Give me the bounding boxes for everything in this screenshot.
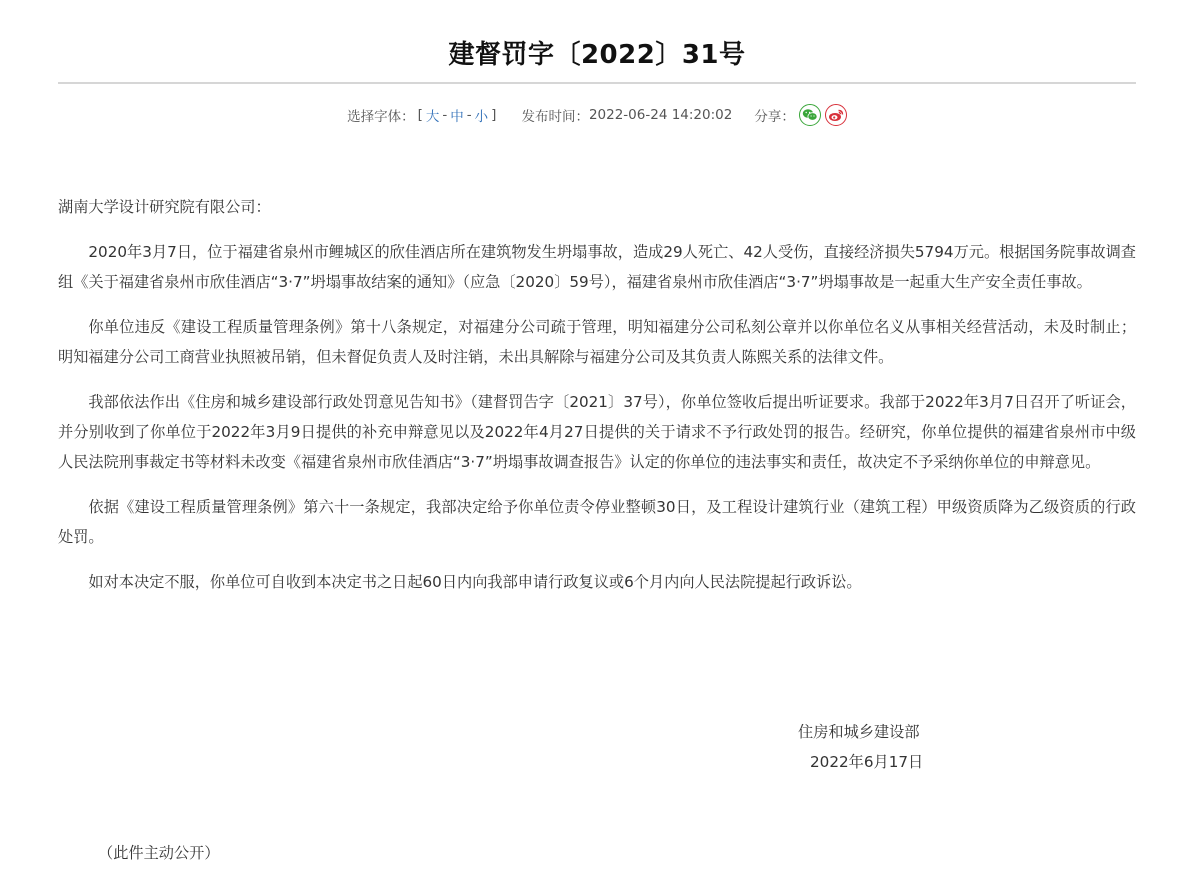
publish-time-label: 发布时间： — [521, 109, 589, 125]
wechat-icon[interactable] — [799, 104, 821, 126]
issue-date: 2022年6月17日 — [810, 753, 924, 771]
separator: - — [466, 107, 472, 123]
body-paragraph: 2020年3月7日，位于福建省泉州市鲤城区的欣佳酒店所在建筑物发生坍塌事故，造成29人死亡、42人受伤，直接经济损失5794万元。根据国务院事故调查组《关于福建省泉州市欣佳酒店“3·7”坍塌事故结案的通知》（应急〔2020〕59号），福建省泉州市欣佳酒店“3·7”坍塌事故是一起重大生产安全责任事故。 — [58, 243, 1136, 291]
disclosure-note: （此件主动公开） — [98, 844, 220, 862]
issuing-organization: 住房和城乡建设部 — [798, 723, 920, 741]
share-label: 分享： — [754, 109, 795, 125]
salutation: 湖南大学设计研究院有限公司： — [58, 198, 271, 216]
separator: - — [442, 107, 448, 123]
body-paragraph: 我部依法作出《住房和城乡建设部行政处罚意见告知书》（建督罚告字〔2021〕37号），你单位签收后提出听证要求。我部于2022年3月7日召开了听证会，并分别收到了你单位于2022年3月9日提供的补充申辩意见以及2022年4月27日提供的关于请求不予行政处罚的报告。经研究，你单位提供的福建省泉州市中级人民法院刑事裁定书等材料未改变《福建省泉州市欣佳酒店“3·7”坍塌事故调查报告》认定的你单位的违法事实和责任，故决定不予采纳你单位的申辩意见。 — [58, 393, 1136, 471]
page-title: 建督罚字〔2022〕31号 — [448, 40, 746, 71]
publish-info — [521, 105, 732, 125]
font-size-large-link[interactable]: 大 — [425, 109, 440, 125]
body-paragraph: 你单位违反《建设工程质量管理条例》第十八条规定，对福建分公司疏于管理，明知福建分公司私刻公章并以你单位名义从事相关经营活动，未及时制止；明知福建分公司工商营业执照被吊销，但未督促负责人及时注销，未出具解除与福建分公司及其负责人陈熙关系的法律文件。 — [58, 318, 1136, 366]
font-size-medium-link[interactable]: 中 — [450, 109, 464, 125]
bracket-close: ] — [491, 107, 497, 123]
document-body — [58, 192, 1136, 612]
font-size-label: 选择字体： — [347, 109, 415, 125]
title-divider — [58, 82, 1136, 84]
signature-block — [798, 717, 948, 777]
weibo-icon[interactable] — [825, 104, 847, 126]
body-paragraph: 如对本决定不服，你单位可自收到本决定书之日起60日内向我部申请行政复议或6个月内向人民法院提起行政诉讼。 — [88, 573, 862, 591]
meta-bar — [58, 102, 1136, 128]
font-size-small-link[interactable]: 小 — [474, 109, 489, 125]
share-group — [754, 104, 847, 126]
body-paragraph: 依据《建设工程质量管理条例》第六十一条规定，我部决定给予你单位责令停业整顿30日，及工程设计建筑行业（建筑工程）甲级资质降为乙级资质的行政处罚。 — [58, 498, 1136, 546]
bracket-open: [ — [417, 107, 423, 123]
font-size-selector — [347, 105, 499, 125]
publish-time-value: 2022-06-24 14:20:02 — [588, 107, 733, 123]
